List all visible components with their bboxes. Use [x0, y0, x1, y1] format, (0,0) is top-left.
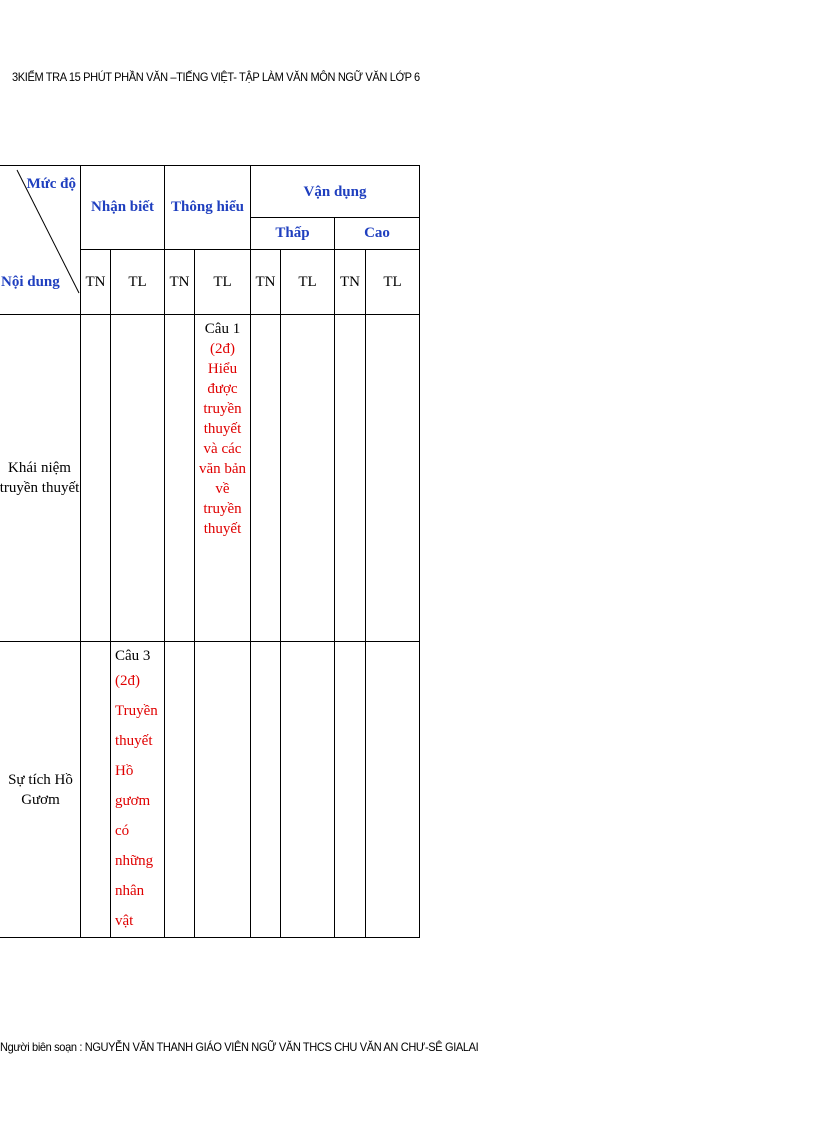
table-row [0, 642, 420, 938]
header-van-dung: Vận dụng [251, 166, 420, 218]
code-tn-1: TN [81, 249, 111, 314]
code-tn-2: TN [165, 249, 195, 314]
code-tl-4: TL [366, 249, 420, 314]
empty-cell [111, 315, 165, 642]
code-tl-2: TL [195, 249, 251, 314]
code-tl-1: TL [111, 249, 165, 314]
empty-cell [281, 315, 335, 642]
empty-cell [81, 315, 111, 642]
question-detail: (2đ) Hiểu được truyền thuyết và các văn bản về truyền thuyết [198, 341, 247, 537]
row-label-khai-niem: Khái niệm truyền thuyết [0, 315, 81, 642]
header-thong-hieu: Thông hiểu [165, 166, 251, 250]
row-label-su-tich: Sự tích Hồ Gươm [0, 642, 81, 938]
question-detail: (2đ) Truyền thuyết Hồ gươm có những nhân vật [115, 673, 158, 929]
header-thap: Thấp [251, 218, 335, 249]
empty-cell [335, 642, 366, 938]
code-tn-3: TN [251, 249, 281, 314]
empty-cell [195, 642, 251, 938]
header-nhan-biet: Nhận biết [81, 166, 165, 250]
corner-level-label: Mức độ [26, 176, 76, 192]
empty-cell [366, 642, 420, 938]
test-matrix-table [0, 165, 420, 938]
empty-cell [251, 642, 281, 938]
page-footer: Người biên soạn : NGUYỄN VĂN THANH GIÁO VIÊN NGỮ VĂN THCS CHU VĂN AN CHƯ-SÊ GIALAI [0, 1040, 479, 1054]
header-cao: Cao [335, 218, 420, 249]
empty-cell [165, 642, 195, 938]
page-title: 3KIỂM TRA 15 PHÚT PHẦN VĂN –TIẾNG VIỆT- TẬP LÀM VĂN MÔN NGỮ VĂN LỚP 6 [12, 70, 420, 84]
empty-cell [366, 315, 420, 642]
corner-header-cell [0, 166, 81, 315]
empty-cell [165, 315, 195, 642]
empty-cell [251, 315, 281, 642]
question-number: Câu 1 [204, 321, 241, 337]
empty-cell [335, 315, 366, 642]
empty-cell [81, 642, 111, 938]
table-row [0, 315, 420, 642]
code-tl-3: TL [281, 249, 335, 314]
corner-content-label: Nội dung [1, 274, 60, 290]
empty-cell [281, 642, 335, 938]
question-cell [195, 315, 251, 642]
question-cell [111, 642, 165, 938]
code-tn-4: TN [335, 249, 366, 314]
question-number: Câu 3 [115, 648, 151, 664]
